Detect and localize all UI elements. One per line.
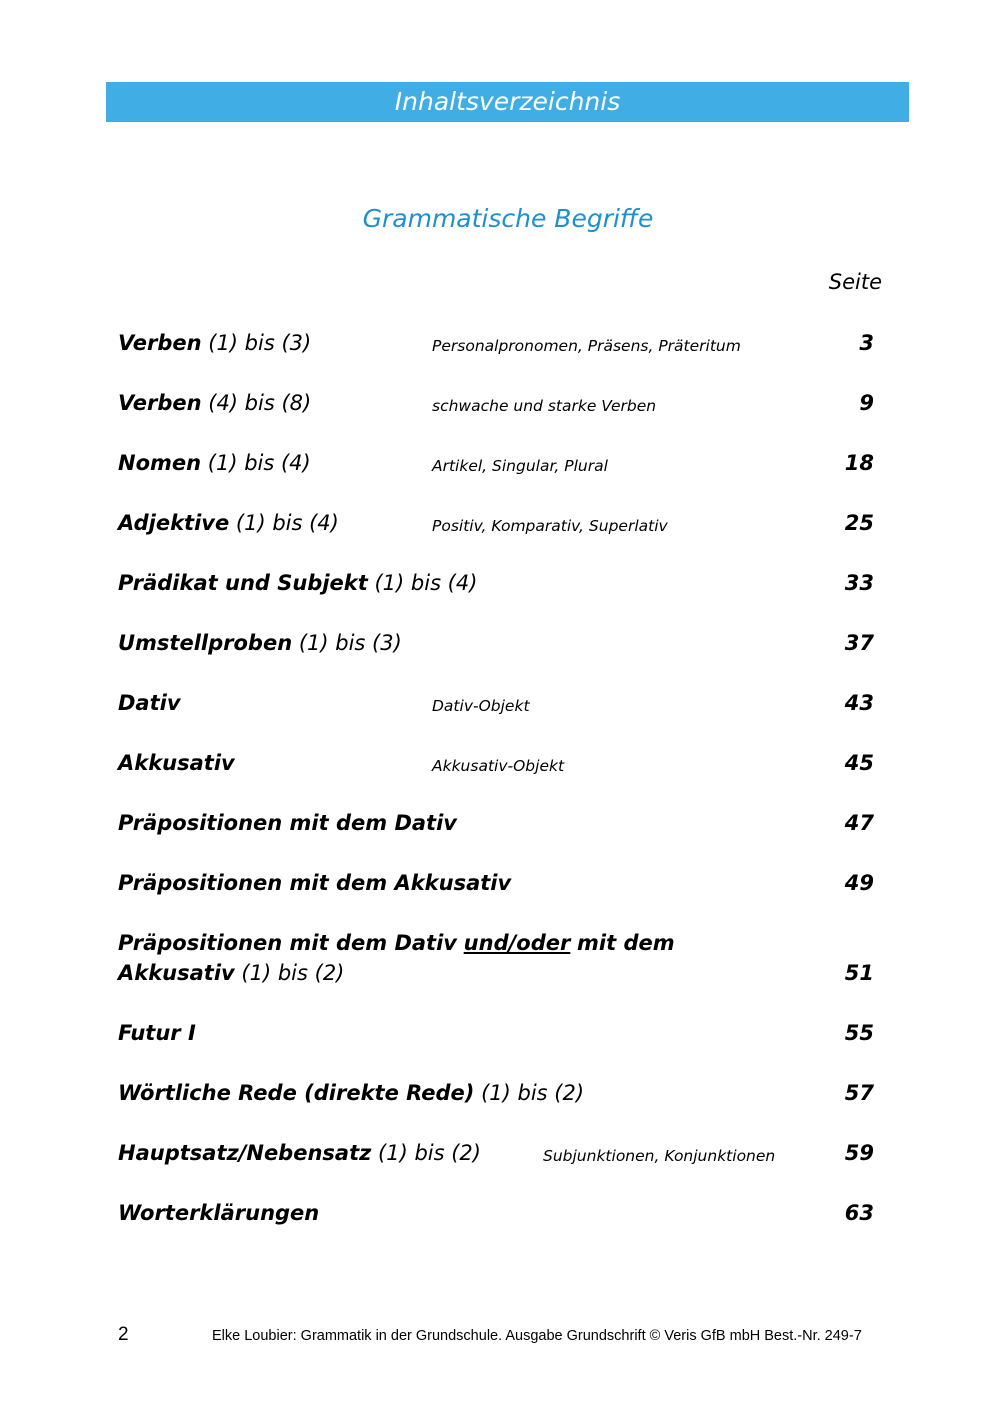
footer-page-number: 2 xyxy=(118,1324,129,1345)
section-title: Grammatische Begriffe xyxy=(362,204,654,233)
entry-range: (1) bis (3) xyxy=(298,631,402,655)
entry-range: (1) bis (3) xyxy=(208,331,312,355)
toc-entry[interactable] xyxy=(118,688,874,718)
page-column-label: Seite xyxy=(828,270,882,294)
entry-title: mit dem xyxy=(577,931,675,955)
entry-description: Akkusativ-Objekt xyxy=(432,757,565,775)
entry-range: (1) bis (4) xyxy=(235,511,339,535)
entry-page-number: 57 xyxy=(844,1081,874,1105)
footer-credits: Elke Loubier: Grammatik in der Grundschule. Ausgabe Grundschrift © Veris GfB mbH Best.-Nr. 249-7 xyxy=(212,1328,862,1344)
toc-entry[interactable] xyxy=(118,1198,874,1228)
entry-title: Präpositionen mit dem Dativ xyxy=(118,811,457,835)
toc-entry[interactable] xyxy=(118,568,874,598)
entry-description: Personalpronomen, Präsens, Präteritum xyxy=(432,337,741,355)
entry-page-number: 43 xyxy=(844,691,874,715)
toc-entry[interactable] xyxy=(118,508,874,538)
toc-entry[interactable] xyxy=(118,928,874,988)
entry-title: Nomen xyxy=(118,451,202,475)
entry-range: (4) bis (8) xyxy=(208,391,312,415)
entry-page-number: 37 xyxy=(844,631,874,655)
entry-page-number: 47 xyxy=(844,811,874,835)
entry-page-number: 55 xyxy=(844,1021,874,1045)
entry-description: schwache und starke Verben xyxy=(432,397,657,415)
entry-title: Akkusativ xyxy=(118,961,235,985)
toc-entry[interactable] xyxy=(118,868,874,898)
entry-range: (1) bis (4) xyxy=(374,571,478,595)
entry-title: Adjektive xyxy=(118,511,230,535)
toc-entry[interactable] xyxy=(118,328,874,358)
entry-range: (1) bis (4) xyxy=(207,451,311,475)
entry-title-underlined: und/oder xyxy=(463,931,571,955)
entry-title: Wörtliche Rede (direkte Rede) xyxy=(118,1081,475,1105)
entry-page-number: 49 xyxy=(844,871,874,895)
entry-title: Worterklärungen xyxy=(118,1201,320,1225)
entry-page-number: 18 xyxy=(844,451,874,475)
entry-title: Präpositionen mit dem Akkusativ xyxy=(118,871,512,895)
entry-page-number: 25 xyxy=(844,511,874,535)
entry-title: Verben xyxy=(118,331,202,355)
entry-page-number: 63 xyxy=(844,1201,874,1225)
entry-title: Prädikat und Subjekt xyxy=(118,571,368,595)
entry-description: Subjunktionen, Konjunktionen xyxy=(543,1147,776,1165)
entry-page-number: 33 xyxy=(844,571,874,595)
entry-page-number: 3 xyxy=(859,331,874,355)
entry-description: Positiv, Komparativ, Superlativ xyxy=(432,517,668,535)
entry-range: (1) bis (2) xyxy=(378,1141,481,1165)
entry-description: Artikel, Singular, Plural xyxy=(432,457,608,475)
entry-page-number: 45 xyxy=(844,751,874,775)
entry-page-number: 51 xyxy=(844,961,874,985)
entry-page-number: 59 xyxy=(844,1141,874,1165)
entry-range: (1) bis (2) xyxy=(481,1081,585,1105)
toc-entry[interactable] xyxy=(118,628,874,658)
toc-entry[interactable] xyxy=(118,388,874,418)
toc-entry[interactable] xyxy=(118,1078,874,1108)
entry-page-number: 9 xyxy=(859,391,874,415)
entry-title: Dativ xyxy=(118,691,181,715)
toc-entry[interactable] xyxy=(118,1138,874,1168)
entry-title: Futur I xyxy=(118,1021,196,1045)
toc-entry[interactable] xyxy=(118,1018,874,1048)
entry-title: Akkusativ xyxy=(118,751,235,775)
toc-entry[interactable] xyxy=(118,448,874,478)
toc-entry[interactable] xyxy=(118,748,874,778)
entry-title: Hauptsatz/Nebensatz xyxy=(118,1141,372,1165)
entry-title: Präpositionen mit dem Dativ xyxy=(118,931,457,955)
entry-range: (1) bis (2) xyxy=(241,961,345,985)
entry-title: Umstellproben xyxy=(118,631,293,655)
toc-title: Inhaltsverzeichnis xyxy=(394,87,621,116)
toc-header-banner xyxy=(106,82,909,122)
entry-title: Verben xyxy=(118,391,202,415)
entry-description: Dativ-Objekt xyxy=(432,697,530,715)
toc-entry[interactable] xyxy=(118,808,874,838)
